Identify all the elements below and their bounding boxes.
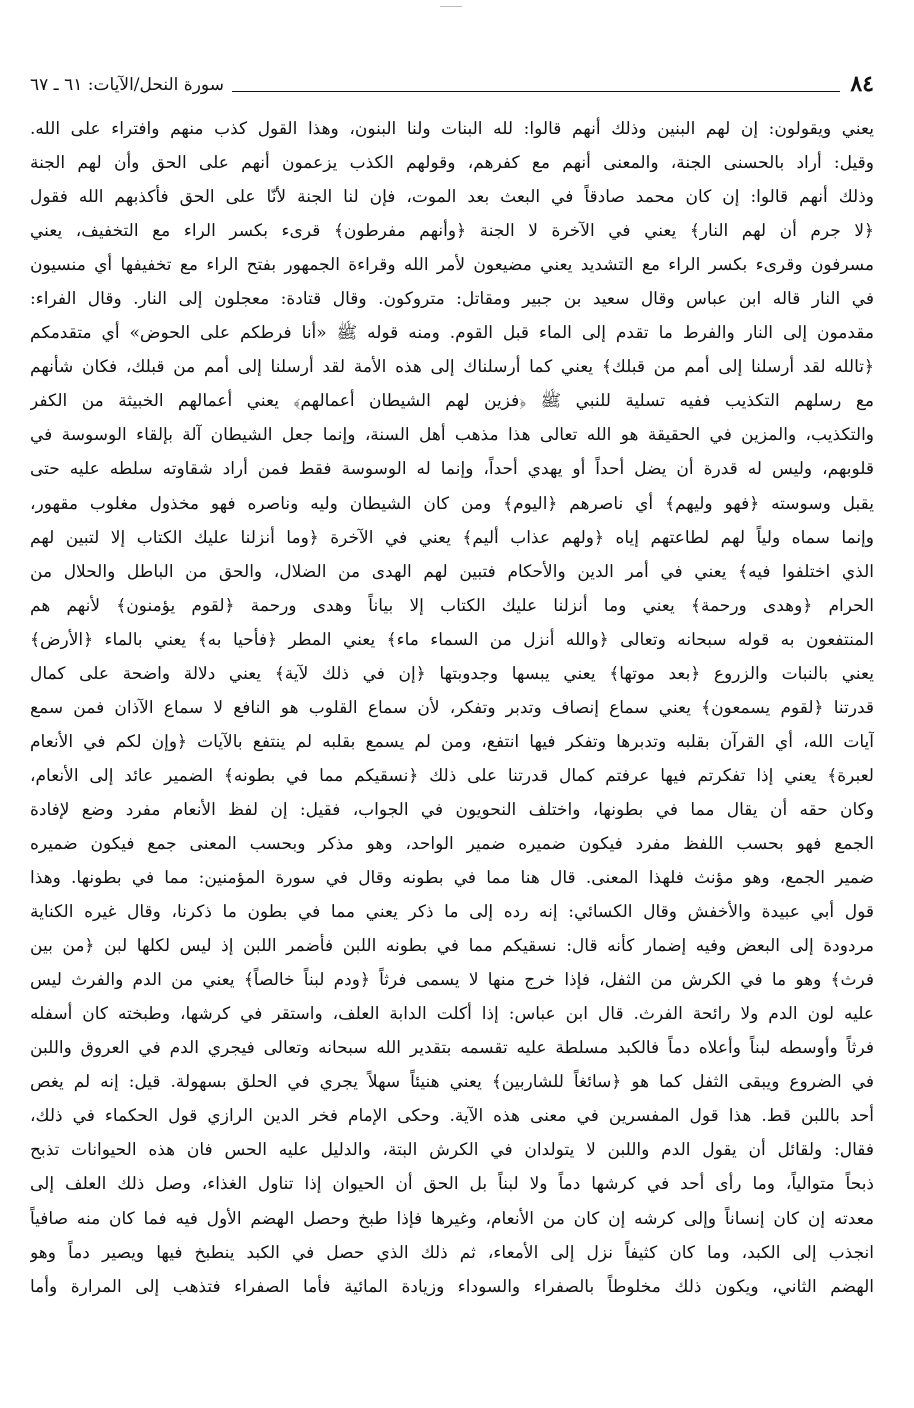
text-line: قدرتنا ﴿لقوم يسمعون﴾ يعني سماع إنصاف وتدبر وتفكر، لأن سماع القلوب هو النافع لا سماع الآذان فمن سمع <box>30 697 874 718</box>
text-line: قلوبهم، وليس له قدرة أن يضل أحداً أو يهدي أحداً، وإنما له الوسوسة فقط فمن أراد شقاوته سلطه عليه حتى <box>30 459 874 480</box>
text-line: المنتفعون به قوله سبحانه وتعالى ﴿والله أنزل من السماء ماء﴾ يعني المطر ﴿فأحيا به﴾ يعني بالماء ﴿الأرض﴾ <box>30 629 874 650</box>
text-line: أحد باللبن قط. هذا قول المفسرين في معنى هذه الآية. وحكى الإمام فخر الدين الرازي قول الحكماء في ذلك، <box>30 1106 874 1127</box>
text-line: لعبرة﴾ يعني إذا تفكرتم فيها عرفتم كمال قدرتنا على ذلك ﴿نسقيكم مما في بطونه﴾ الضمير عائد إلى الأنعام، <box>30 765 874 786</box>
text-line: مع رسلهم التكذيب ففيه تسلية للنبي ﷺ ﴿فزين لهم الشيطان أعمالهم﴾ يعني أعمالهم الخبيثة من الكفر <box>30 391 874 412</box>
text-line: في النار قاله ابن عباس وقال سعيد بن جبير ومقاتل: متروكون. وقال قتادة: معجلون إلى النار. وقال الفراء: <box>30 289 874 310</box>
text-line: مقدمون إلى النار والفرط ما تقدم إلى الماء قبل القوم. ومنه قوله ﷺ «أنا فرطكم على الحوض» أي متقدمكم <box>30 323 874 344</box>
header-rule <box>232 91 840 92</box>
text-line: يقبل وسوسته ﴿فهو وليهم﴾ أي ناصرهم ﴿اليوم﴾ ومن كان الشيطان وليه وناصره فهو مخذول مغلوب مقهور، <box>30 493 874 514</box>
text-line: الذي اختلفوا فيه﴾ يعني في أمر الدين والأحكام فتبين لهم الهدى من الضلال، والحق من الباطل والحلال من <box>30 561 874 582</box>
text-line: في الضروع ويبقى الثفل كما هو ﴿سائغاً للشاربين﴾ يعني هنيئاً سهلاً يجري في الحلق بسهولة. قيل: إنه لم يغص <box>30 1072 874 1093</box>
text-line: وذلك أنهم قالوا: إن كان محمد صادقاً في البعث بعد الموت، فإن لنا الجنة لأنّا على الحق فأكذبهم الله فقول <box>30 187 874 208</box>
text-line: ضمير الجمع، وهو مؤنث فلهذا المعنى. قال هنا مما في بطونه وقال في سورة المؤمنين: مما في بطونها. وهذا <box>30 868 874 889</box>
text-line: فرث﴾ وهو ما في الكرش من الثفل، فإذا خرج منها لا يسمى فرثاً ﴿ودم لبناً خالصاً﴾ يعني من الدم والفرث ليس <box>30 970 874 991</box>
running-header <box>30 66 874 96</box>
text-line: انجذب إلى الكبد، وما كان كثيفاً نزل إلى الأمعاء، ثم ذلك الذي حصل في الكبد ينطبخ فيها ويصير دماً وهو <box>30 1242 874 1263</box>
text-line: وإنما سماه ولياً لهم لطاعتهم إياه ﴿ولهم عذاب أليم﴾ يعني في الآخرة ﴿وما أنزلنا عليك الكتاب إلا لتبين لهم <box>30 527 874 548</box>
text-line: الحرام ﴿وهدى ورحمة﴾ يعني وما أنزلنا عليك الكتاب إلا بياناً وهدى ورحمة ﴿لقوم يؤمنون﴾ لأنهم هم <box>30 595 874 616</box>
text-line: فرثاً وأوسطه لبناً وأعلاه دماً فالكبد مسلطة عليه تقسمه بتقدير الله سبحانه وتعالى فيجري الدم في العروق واللبن <box>30 1038 874 1059</box>
text-line: ﴿لا جرم أن لهم النار﴾ يعني في الآخرة لا الجنة ﴿وأنهم مفرطون﴾ قرىء بكسر الراء مع التخفيف، يعني <box>30 221 874 242</box>
text-line: آيات الله، أي القرآن بقلبه وتدبرها وتفكر فيها انتفع، ومن لم يسمع بقلبه لم ينتفع بالآيات ﴿وإن لكم في الأنعام <box>30 731 874 752</box>
text-line: عليه لون الدم ولا رائحة الفرث. قال ابن عباس: إذا أكلت الدابة العلف، واستقر في كرشها، وطبخته كان أسفله <box>30 1004 874 1025</box>
text-line: معدته إن كان إنساناً وإلى كرشه إن كان من الأنعام، وغيرها فإذا طبخ وحصل الهضم الأول فيه فما كان منه صافياً <box>30 1208 874 1229</box>
text-line: والتكذيب، والمزين في الحقيقة هو الله تعالى هذا مذهب أهل السنة، وإنما جعل الشيطان آلة بإلقاء الوسوسة في <box>30 425 874 446</box>
commentary-text <box>30 112 874 1304</box>
text-line: مردودة إلى البعض وفيه إضمار كأنه قال: نسقيكم مما في بطونه اللبن فأضمر اللبن إذ ليس لكلها لبن ﴿من بين <box>30 936 874 957</box>
text-line: يعني ويقولون: إن لهم البنين وذلك أنهم قالوا: لله البنات ولنا البنون، وهذا القول كذب منهم وافتراء على الله. <box>30 119 874 139</box>
text-line: قول أبي عبيدة والأخفش وقال الكسائي: إنه رده إلى ما ذكر يعني مما في بطون ما ذكرنا، وقال غيره الكناية <box>30 902 874 923</box>
text-line: يعني بالنبات والزروع ﴿بعد موتها﴾ يعني يبسها وجدوبتها ﴿إن في ذلك لآية﴾ يعني دلالة واضحة على كمال <box>30 663 874 684</box>
scan-mark <box>440 6 462 7</box>
text-line: وكان حقه أن يقال مما في بطونها، واختلف النحويون في الجواب، فقيل: إن لفظ الأنعام مفرد وضع لإفادة <box>30 799 874 820</box>
page-number: ٨٤ <box>850 71 874 97</box>
text-line: ذبحاً متوالياً، وما رأى أحد في كرشها دماً ولا لبناً بل الحق أن الحيوان إذا تناول الغذاء، وصل ذلك العلف إلى <box>30 1174 874 1195</box>
text-line: مسرفون وقرىء بكسر الراء مع التشديد يعني مضيعون لأمر الله وقراءة الجمهور بفتح الراء مع تخفيفها أي منسيون <box>30 255 874 276</box>
text-line: الجمع فهو بحسب اللفظ مفرد فيكون ضميره ضمير الواحد، وهو مذكر وبحسب المعنى جمع فيكون ضميره <box>30 833 874 854</box>
header-title: سورة النحل/الآيات: ٦١ ـ ٦٧ <box>30 75 224 95</box>
text-line: فقال: ولقائل أن يقول الدم واللبن لا يتولدان في الكرش البتة، والدليل عليه الحس فان هذه الحيوانات تذبح <box>30 1140 874 1161</box>
text-line: ﴿تالله لقد أرسلنا إلى أمم من قبلك﴾ يعني كما أرسلناك إلى هذه الأمة لقد أرسلنا إلى أمم من قبلك، فكان شأنهم <box>30 357 874 378</box>
text-line: الهضم الثاني، ويكون ذلك مخلوطاً بالصفراء والسوداء وزيادة المائية فأما الصفراء فتذهب إلى المرارة وأما <box>30 1276 874 1297</box>
text-line: وقيل: أراد بالحسنى الجنة، والمعنى أنهم مع كفرهم، وقولهم الكذب يزعمون أنهم على الحق وأن لهم الجنة <box>30 153 874 174</box>
